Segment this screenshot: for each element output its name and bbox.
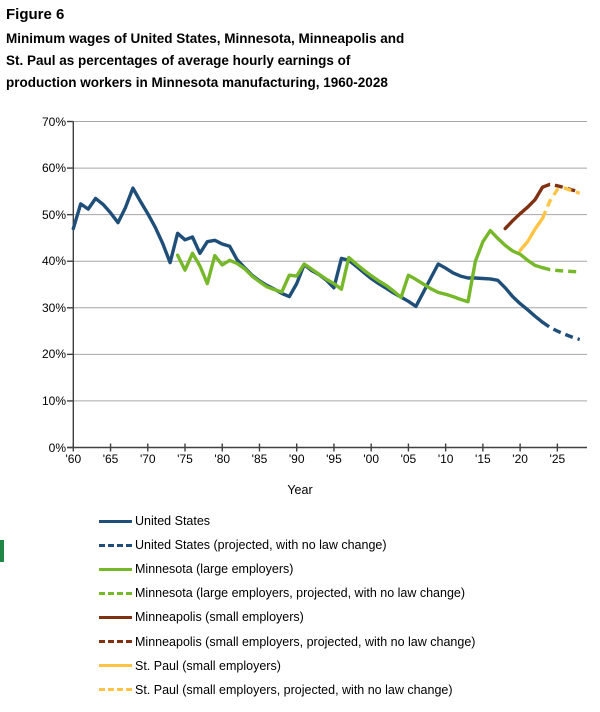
legend-label: Minnesota (large employers, projected, with no law change) — [135, 586, 466, 601]
legend-label: St. Paul (small employers, projected, with no law change) — [135, 682, 453, 697]
series-stp-proj — [543, 188, 580, 218]
x-tick-label: '65 — [102, 452, 119, 466]
left-edge-green-artifact — [0, 540, 4, 562]
x-tick-label: '20 — [512, 452, 528, 466]
x-tick-label: '75 — [177, 452, 193, 466]
x-tick-label: '80 — [214, 452, 231, 466]
legend-swatch-stp-proj — [99, 688, 132, 691]
legend-item-stp-proj — [99, 678, 453, 702]
series-mpls — [505, 187, 542, 228]
x-tick-label: '05 — [400, 452, 417, 466]
legend-item-us — [99, 509, 210, 533]
legend-item-mn — [99, 557, 293, 581]
legend-swatch-mpls — [99, 616, 132, 619]
series-stp — [520, 218, 542, 250]
series-mpls-proj — [543, 184, 580, 191]
y-tick-label: 60% — [41, 161, 66, 176]
legend-label: Minneapolis (small employers, projected, with no law change) — [135, 634, 476, 649]
legend-label: St. Paul (small employers) — [135, 658, 281, 673]
x-tick-label: '95 — [326, 452, 342, 466]
x-tick-label: '85 — [251, 452, 268, 466]
legend-item-us-proj — [99, 533, 387, 557]
series-mn-proj — [543, 268, 580, 272]
figure-number: Figure 6 — [6, 6, 65, 23]
legend-swatch-mpls-proj — [99, 640, 132, 643]
legend-swatch-stp — [99, 664, 132, 667]
series-us-proj — [543, 322, 580, 339]
legend-swatch-mn — [99, 568, 132, 571]
legend-label: United States (projected, with no law change) — [135, 538, 387, 553]
figure-title-line-3: production workers in Minnesota manufacturing, 1960-2028 — [6, 75, 388, 90]
x-tick-label: '10 — [437, 452, 454, 466]
y-tick-label: 10% — [41, 393, 66, 408]
legend-item-stp — [99, 654, 281, 678]
legend-item-mpls-proj — [99, 630, 475, 654]
figure-title-line-2: St. Paul as percentages of average hourly earnings of — [6, 53, 351, 68]
y-tick-label: 20% — [41, 347, 66, 362]
legend-label: Minneapolis (small employers) — [135, 610, 304, 625]
x-tick-label: '90 — [288, 452, 305, 466]
series-mn — [178, 231, 543, 302]
y-tick-label: 30% — [41, 300, 66, 315]
legend-item-mpls — [99, 605, 304, 629]
series-us — [73, 188, 542, 322]
y-tick-label: 0% — [48, 440, 66, 455]
y-tick-label: 40% — [41, 254, 66, 269]
legend-item-mn-proj — [99, 581, 465, 605]
figure-title-line-1: Minimum wages of United States, Minnesota, Minneapolis and — [6, 31, 405, 46]
legend-swatch-us-proj — [99, 544, 132, 547]
legend-swatch-mn-proj — [99, 592, 132, 595]
legend-swatch-us — [99, 520, 132, 523]
x-tick-label: '15 — [475, 452, 491, 466]
x-tick-label: '70 — [139, 452, 156, 466]
legend-label: Minnesota (large employers) — [135, 562, 294, 577]
x-tick-label: '25 — [549, 452, 566, 466]
x-axis-title: Year — [287, 483, 313, 497]
x-tick-label: '00 — [363, 452, 379, 466]
x-tick-label: '60 — [65, 452, 82, 466]
y-tick-label: 70% — [41, 114, 66, 129]
y-tick-label: 50% — [41, 207, 66, 222]
legend-label: United States — [135, 514, 211, 528]
